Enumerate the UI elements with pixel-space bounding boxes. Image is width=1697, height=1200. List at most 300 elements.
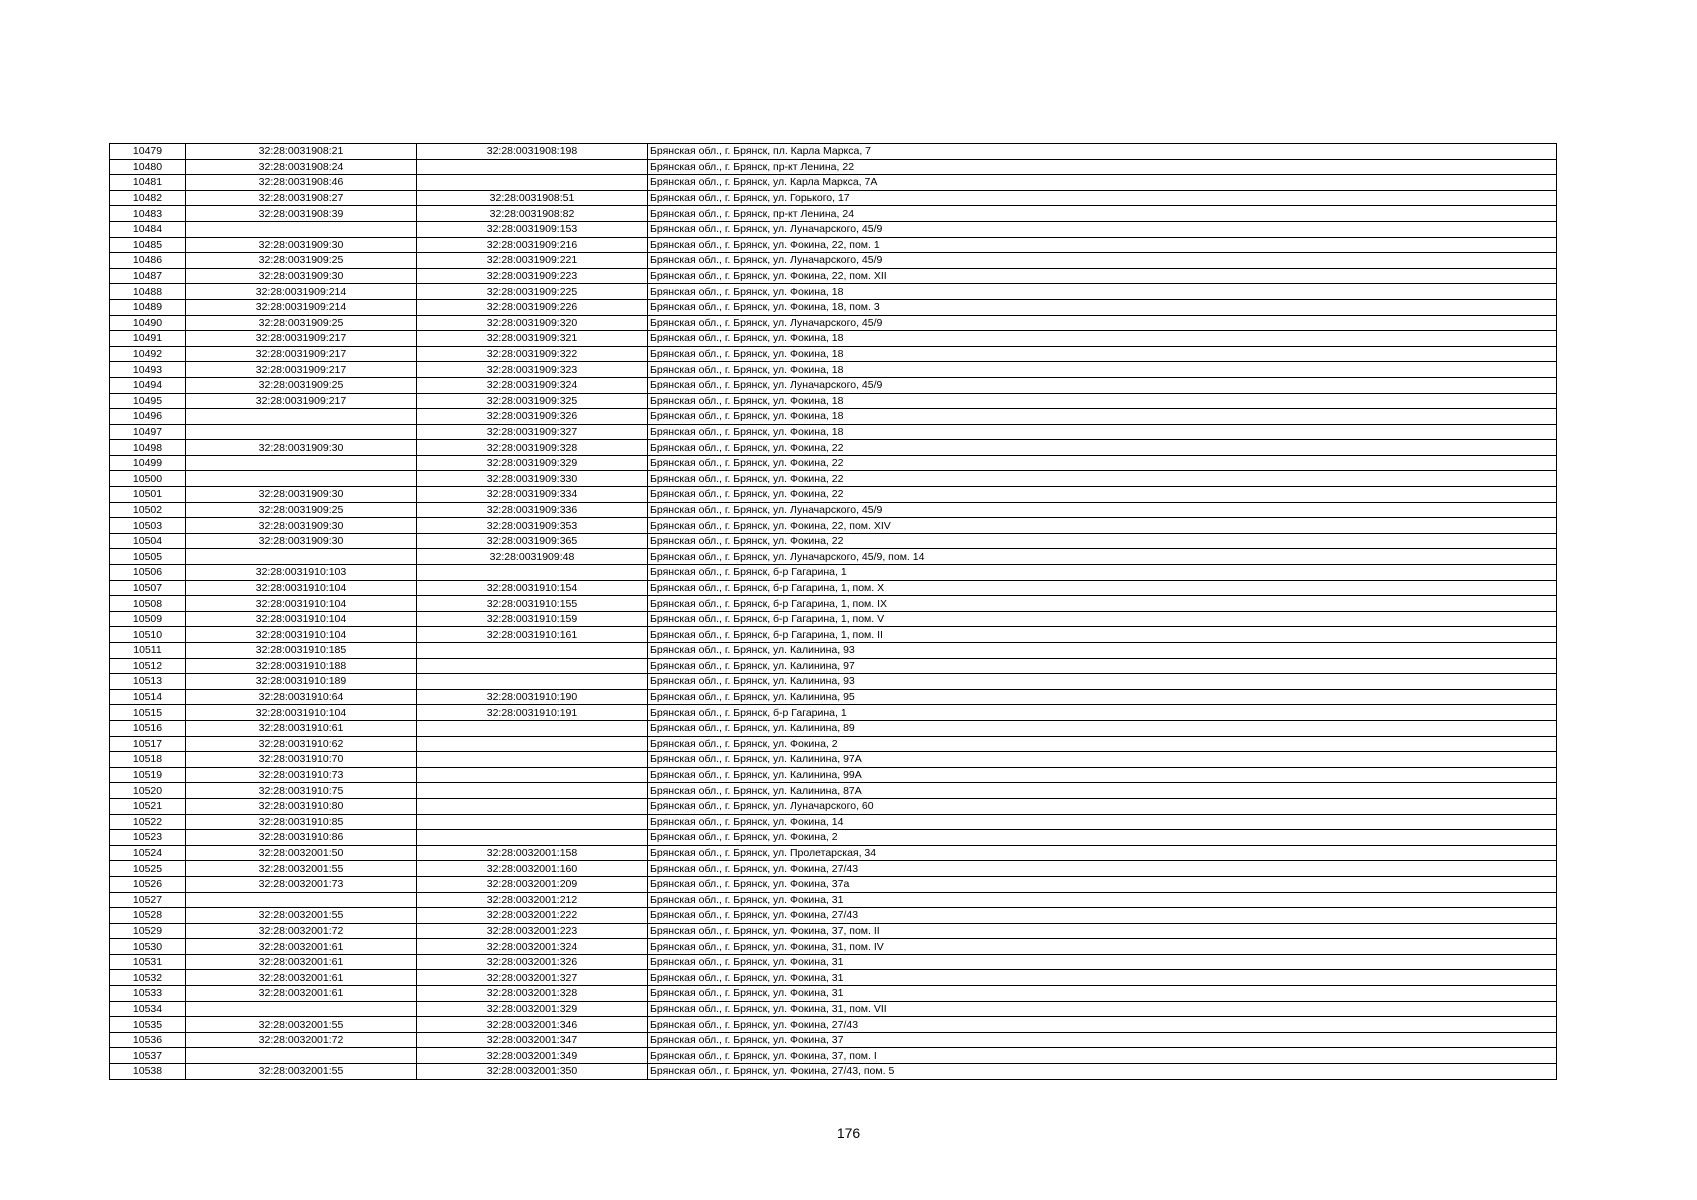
object-cadastral-number-cell <box>417 767 648 783</box>
table-row <box>110 611 1557 627</box>
cadastral-number-cell: 32:28:0031909:30 <box>186 268 417 284</box>
address-cell: Брянская обл., г. Брянск, б-р Гагарина, 1, пом. II <box>648 627 1557 643</box>
address-cell: Брянская обл., г. Брянск, б-р Гагарина, 1 <box>648 565 1557 581</box>
row-number-cell: 10528 <box>110 908 186 924</box>
address-cell: Брянская обл., г. Брянск, ул. Фокина, 18, пом. 3 <box>648 299 1557 315</box>
cadastral-number-cell: 32:28:0031910:75 <box>186 783 417 799</box>
address-cell: Брянская обл., г. Брянск, ул. Фокина, 37, пом. I <box>648 1048 1557 1064</box>
row-number-cell: 10506 <box>110 565 186 581</box>
row-number-cell: 10499 <box>110 455 186 471</box>
registry-table-body <box>110 144 1557 1080</box>
object-cadastral-number-cell: 32:28:0032001:329 <box>417 1001 648 1017</box>
object-cadastral-number-cell: 32:28:0031909:334 <box>417 487 648 503</box>
cadastral-number-cell: 32:28:0031909:30 <box>186 518 417 534</box>
table-row <box>110 767 1557 783</box>
table-row <box>110 580 1557 596</box>
table-row <box>110 315 1557 331</box>
cadastral-number-cell: 32:28:0031910:73 <box>186 767 417 783</box>
row-number-cell: 10530 <box>110 939 186 955</box>
cadastral-number-cell: 32:28:0031910:104 <box>186 596 417 612</box>
address-cell: Брянская обл., г. Брянск, ул. Луначарского, 45/9 <box>648 253 1557 269</box>
address-cell: Брянская обл., г. Брянск, ул. Фокина, 22 <box>648 471 1557 487</box>
object-cadastral-number-cell: 32:28:0031909:365 <box>417 533 648 549</box>
table-row <box>110 471 1557 487</box>
object-cadastral-number-cell: 32:28:0031909:153 <box>417 221 648 237</box>
cadastral-number-cell: 32:28:0031909:214 <box>186 284 417 300</box>
address-cell: Брянская обл., г. Брянск, ул. Луначарского, 45/9 <box>648 315 1557 331</box>
cadastral-number-cell: 32:28:0031908:24 <box>186 159 417 175</box>
table-row <box>110 627 1557 643</box>
address-cell: Брянская обл., г. Брянск, ул. Фокина, 18 <box>648 424 1557 440</box>
table-row <box>110 861 1557 877</box>
table-row <box>110 689 1557 705</box>
row-number-cell: 10520 <box>110 783 186 799</box>
cadastral-number-cell: 32:28:0031909:217 <box>186 331 417 347</box>
object-cadastral-number-cell: 32:28:0031909:226 <box>417 299 648 315</box>
object-cadastral-number-cell: 32:28:0031910:159 <box>417 611 648 627</box>
address-cell: Брянская обл., г. Брянск, ул. Фокина, 22 <box>648 455 1557 471</box>
table-row <box>110 830 1557 846</box>
object-cadastral-number-cell <box>417 643 648 659</box>
row-number-cell: 10491 <box>110 331 186 347</box>
table-row <box>110 221 1557 237</box>
address-cell: Брянская обл., г. Брянск, ул. Фокина, 2 <box>648 736 1557 752</box>
object-cadastral-number-cell: 32:28:0032001:158 <box>417 845 648 861</box>
object-cadastral-number-cell: 32:28:0031909:216 <box>417 237 648 253</box>
cadastral-number-cell: 32:28:0032001:55 <box>186 908 417 924</box>
address-cell: Брянская обл., г. Брянск, ул. Фокина, 31 <box>648 892 1557 908</box>
object-cadastral-number-cell <box>417 752 648 768</box>
cadastral-number-cell <box>186 1001 417 1017</box>
cadastral-number-cell: 32:28:0032001:55 <box>186 861 417 877</box>
table-row <box>110 892 1557 908</box>
row-number-cell: 10485 <box>110 237 186 253</box>
row-number-cell: 10503 <box>110 518 186 534</box>
object-cadastral-number-cell: 32:28:0031909:320 <box>417 315 648 331</box>
table-row <box>110 409 1557 425</box>
address-cell: Брянская обл., г. Брянск, ул. Фокина, 22, пом. 1 <box>648 237 1557 253</box>
cadastral-number-cell: 32:28:0032001:61 <box>186 986 417 1002</box>
address-cell: Брянская обл., г. Брянск, ул. Фокина, 27/43 <box>648 908 1557 924</box>
object-cadastral-number-cell: 32:28:0031908:51 <box>417 190 648 206</box>
table-row <box>110 502 1557 518</box>
cadastral-number-cell: 32:28:0031910:104 <box>186 611 417 627</box>
address-cell: Брянская обл., г. Брянск, ул. Фокина, 22 <box>648 440 1557 456</box>
row-number-cell: 10527 <box>110 892 186 908</box>
object-cadastral-number-cell <box>417 736 648 752</box>
table-row <box>110 939 1557 955</box>
row-number-cell: 10502 <box>110 502 186 518</box>
cadastral-number-cell <box>186 892 417 908</box>
table-row <box>110 596 1557 612</box>
table-row <box>110 908 1557 924</box>
address-cell: Брянская обл., г. Брянск, ул. Карла Маркса, 7А <box>648 175 1557 191</box>
address-cell: Брянская обл., г. Брянск, ул. Фокина, 31 <box>648 970 1557 986</box>
table-row <box>110 190 1557 206</box>
cadastral-number-cell: 32:28:0031908:21 <box>186 144 417 160</box>
table-row <box>110 845 1557 861</box>
address-cell: Брянская обл., г. Брянск, ул. Фокина, 37, пом. II <box>648 923 1557 939</box>
object-cadastral-number-cell: 32:28:0032001:326 <box>417 954 648 970</box>
table-row <box>110 923 1557 939</box>
table-row <box>110 346 1557 362</box>
object-cadastral-number-cell <box>417 658 648 674</box>
table-row <box>110 268 1557 284</box>
object-cadastral-number-cell: 32:28:0032001:222 <box>417 908 648 924</box>
row-number-cell: 10495 <box>110 393 186 409</box>
row-number-cell: 10481 <box>110 175 186 191</box>
cadastral-number-cell: 32:28:0032001:61 <box>186 970 417 986</box>
table-row <box>110 1032 1557 1048</box>
object-cadastral-number-cell: 32:28:0032001:209 <box>417 876 648 892</box>
table-row <box>110 798 1557 814</box>
table-row <box>110 876 1557 892</box>
table-row <box>110 705 1557 721</box>
cadastral-number-cell: 32:28:0031910:80 <box>186 798 417 814</box>
cadastral-number-cell <box>186 409 417 425</box>
object-cadastral-number-cell: 32:28:0032001:160 <box>417 861 648 877</box>
address-cell: Брянская обл., г. Брянск, ул. Фокина, 31, пом. VII <box>648 1001 1557 1017</box>
address-cell: Брянская обл., г. Брянск, ул. Калинина, 95 <box>648 689 1557 705</box>
cadastral-number-cell: 32:28:0031910:85 <box>186 814 417 830</box>
table-row <box>110 175 1557 191</box>
cadastral-number-cell: 32:28:0032001:72 <box>186 1032 417 1048</box>
row-number-cell: 10487 <box>110 268 186 284</box>
address-cell: Брянская обл., г. Брянск, ул. Фокина, 22, пом. XII <box>648 268 1557 284</box>
address-cell: Брянская обл., г. Брянск, ул. Луначарского, 45/9, пом. 14 <box>648 549 1557 565</box>
address-cell: Брянская обл., г. Брянск, ул. Фокина, 18 <box>648 284 1557 300</box>
table-row <box>110 284 1557 300</box>
address-cell: Брянская обл., г. Брянск, ул. Горького, 17 <box>648 190 1557 206</box>
object-cadastral-number-cell: 32:28:0032001:346 <box>417 1017 648 1033</box>
object-cadastral-number-cell <box>417 175 648 191</box>
cadastral-number-cell: 32:28:0031909:30 <box>186 487 417 503</box>
object-cadastral-number-cell: 32:28:0032001:328 <box>417 986 648 1002</box>
cadastral-number-cell: 32:28:0031910:86 <box>186 830 417 846</box>
address-cell: Брянская обл., г. Брянск, б-р Гагарина, 1, пом. IX <box>648 596 1557 612</box>
address-cell: Брянская обл., г. Брянск, ул. Фокина, 31 <box>648 954 1557 970</box>
cadastral-number-cell: 32:28:0031910:104 <box>186 627 417 643</box>
address-cell: Брянская обл., г. Брянск, ул. Калинина, 93 <box>648 674 1557 690</box>
address-cell: Брянская обл., г. Брянск, пр-кт Ленина, 24 <box>648 206 1557 222</box>
cadastral-number-cell: 32:28:0031909:25 <box>186 253 417 269</box>
address-cell: Брянская обл., г. Брянск, б-р Гагарина, 1 <box>648 705 1557 721</box>
object-cadastral-number-cell: 32:28:0031909:324 <box>417 377 648 393</box>
cadastral-number-cell: 32:28:0031910:62 <box>186 736 417 752</box>
row-number-cell: 10501 <box>110 487 186 503</box>
row-number-cell: 10522 <box>110 814 186 830</box>
address-cell: Брянская обл., г. Брянск, ул. Калинина, 97А <box>648 752 1557 768</box>
object-cadastral-number-cell: 32:28:0031910:154 <box>417 580 648 596</box>
object-cadastral-number-cell: 32:28:0031909:325 <box>417 393 648 409</box>
cadastral-number-cell: 32:28:0031909:217 <box>186 393 417 409</box>
address-cell: Брянская обл., г. Брянск, ул. Калинина, 93 <box>648 643 1557 659</box>
table-row <box>110 752 1557 768</box>
table-row <box>110 1048 1557 1064</box>
cadastral-number-cell: 32:28:0032001:50 <box>186 845 417 861</box>
cadastral-number-cell: 32:28:0031909:217 <box>186 362 417 378</box>
address-cell: Брянская обл., г. Брянск, ул. Фокина, 2 <box>648 830 1557 846</box>
address-cell: Брянская обл., г. Брянск, ул. Луначарского, 45/9 <box>648 377 1557 393</box>
table-row <box>110 533 1557 549</box>
object-cadastral-number-cell: 32:28:0031909:223 <box>417 268 648 284</box>
registry-table <box>109 143 1557 1080</box>
row-number-cell: 10494 <box>110 377 186 393</box>
address-cell: Брянская обл., г. Брянск, ул. Фокина, 37 <box>648 1032 1557 1048</box>
row-number-cell: 10482 <box>110 190 186 206</box>
row-number-cell: 10489 <box>110 299 186 315</box>
cadastral-number-cell: 32:28:0032001:72 <box>186 923 417 939</box>
cadastral-number-cell: 32:28:0031910:188 <box>186 658 417 674</box>
cadastral-number-cell: 32:28:0032001:73 <box>186 876 417 892</box>
object-cadastral-number-cell <box>417 674 648 690</box>
object-cadastral-number-cell: 32:28:0032001:349 <box>417 1048 648 1064</box>
row-number-cell: 10512 <box>110 658 186 674</box>
address-cell: Брянская обл., г. Брянск, б-р Гагарина, 1, пом. X <box>648 580 1557 596</box>
row-number-cell: 10531 <box>110 954 186 970</box>
row-number-cell: 10493 <box>110 362 186 378</box>
row-number-cell: 10536 <box>110 1032 186 1048</box>
row-number-cell: 10490 <box>110 315 186 331</box>
object-cadastral-number-cell: 32:28:0031910:190 <box>417 689 648 705</box>
cadastral-number-cell <box>186 549 417 565</box>
cadastral-number-cell: 32:28:0031909:25 <box>186 377 417 393</box>
row-number-cell: 10505 <box>110 549 186 565</box>
object-cadastral-number-cell: 32:28:0031909:321 <box>417 331 648 347</box>
table-row <box>110 253 1557 269</box>
object-cadastral-number-cell <box>417 565 648 581</box>
table-row <box>110 1017 1557 1033</box>
object-cadastral-number-cell: 32:28:0031909:330 <box>417 471 648 487</box>
cadastral-number-cell: 32:28:0031910:104 <box>186 580 417 596</box>
address-cell: Брянская обл., г. Брянск, ул. Фокина, 22 <box>648 533 1557 549</box>
row-number-cell: 10537 <box>110 1048 186 1064</box>
cadastral-number-cell: 32:28:0031909:25 <box>186 315 417 331</box>
table-row <box>110 565 1557 581</box>
table-row <box>110 362 1557 378</box>
row-number-cell: 10516 <box>110 720 186 736</box>
object-cadastral-number-cell: 32:28:0031909:326 <box>417 409 648 425</box>
row-number-cell: 10479 <box>110 144 186 160</box>
table-row <box>110 549 1557 565</box>
table-row <box>110 206 1557 222</box>
address-cell: Брянская обл., г. Брянск, ул. Луначарского, 45/9 <box>648 221 1557 237</box>
row-number-cell: 10504 <box>110 533 186 549</box>
cadastral-number-cell: 32:28:0031909:214 <box>186 299 417 315</box>
row-number-cell: 10533 <box>110 986 186 1002</box>
address-cell: Брянская обл., г. Брянск, ул. Фокина, 22, пом. XIV <box>648 518 1557 534</box>
table-row <box>110 1064 1557 1080</box>
row-number-cell: 10524 <box>110 845 186 861</box>
cadastral-number-cell: 32:28:0031910:61 <box>186 720 417 736</box>
cadastral-number-cell: 32:28:0031910:189 <box>186 674 417 690</box>
row-number-cell: 10508 <box>110 596 186 612</box>
object-cadastral-number-cell: 32:28:0031908:198 <box>417 144 648 160</box>
object-cadastral-number-cell <box>417 814 648 830</box>
object-cadastral-number-cell <box>417 720 648 736</box>
row-number-cell: 10509 <box>110 611 186 627</box>
table-row <box>110 393 1557 409</box>
table-row <box>110 440 1557 456</box>
cadastral-number-cell: 32:28:0031910:104 <box>186 705 417 721</box>
address-cell: Брянская обл., г. Брянск, ул. Калинина, 99А <box>648 767 1557 783</box>
row-number-cell: 10497 <box>110 424 186 440</box>
address-cell: Брянская обл., г. Брянск, ул. Фокина, 37а <box>648 876 1557 892</box>
cadastral-number-cell <box>186 424 417 440</box>
row-number-cell: 10517 <box>110 736 186 752</box>
row-number-cell: 10480 <box>110 159 186 175</box>
table-row <box>110 144 1557 160</box>
object-cadastral-number-cell: 32:28:0031909:329 <box>417 455 648 471</box>
object-cadastral-number-cell: 32:28:0031909:327 <box>417 424 648 440</box>
address-cell: Брянская обл., г. Брянск, ул. Калинина, 87А <box>648 783 1557 799</box>
table-row <box>110 643 1557 659</box>
row-number-cell: 10492 <box>110 346 186 362</box>
cadastral-number-cell: 32:28:0031910:103 <box>186 565 417 581</box>
table-row <box>110 299 1557 315</box>
object-cadastral-number-cell: 32:28:0032001:223 <box>417 923 648 939</box>
row-number-cell: 10510 <box>110 627 186 643</box>
address-cell: Брянская обл., г. Брянск, ул. Пролетарская, 34 <box>648 845 1557 861</box>
cadastral-number-cell: 32:28:0032001:55 <box>186 1017 417 1033</box>
cadastral-number-cell <box>186 455 417 471</box>
row-number-cell: 10486 <box>110 253 186 269</box>
table-row <box>110 720 1557 736</box>
object-cadastral-number-cell: 32:28:0031909:322 <box>417 346 648 362</box>
row-number-cell: 10534 <box>110 1001 186 1017</box>
cadastral-number-cell: 32:28:0031910:70 <box>186 752 417 768</box>
cadastral-number-cell <box>186 471 417 487</box>
cadastral-number-cell: 32:28:0031908:46 <box>186 175 417 191</box>
address-cell: Брянская обл., г. Брянск, ул. Калинина, 89 <box>648 720 1557 736</box>
table-row <box>110 674 1557 690</box>
table-row <box>110 518 1557 534</box>
object-cadastral-number-cell: 32:28:0031909:323 <box>417 362 648 378</box>
row-number-cell: 10529 <box>110 923 186 939</box>
object-cadastral-number-cell: 32:28:0031909:328 <box>417 440 648 456</box>
cadastral-number-cell: 32:28:0032001:55 <box>186 1064 417 1080</box>
row-number-cell: 10532 <box>110 970 186 986</box>
cadastral-number-cell <box>186 221 417 237</box>
address-cell: Брянская обл., г. Брянск, ул. Луначарского, 60 <box>648 798 1557 814</box>
cadastral-number-cell: 32:28:0031909:25 <box>186 502 417 518</box>
table-row <box>110 986 1557 1002</box>
object-cadastral-number-cell: 32:28:0032001:324 <box>417 939 648 955</box>
object-cadastral-number-cell: 32:28:0031909:48 <box>417 549 648 565</box>
object-cadastral-number-cell: 32:28:0032001:327 <box>417 970 648 986</box>
address-cell: Брянская обл., г. Брянск, б-р Гагарина, 1, пом. V <box>648 611 1557 627</box>
row-number-cell: 10511 <box>110 643 186 659</box>
cadastral-number-cell <box>186 1048 417 1064</box>
table-row <box>110 658 1557 674</box>
object-cadastral-number-cell: 32:28:0031910:161 <box>417 627 648 643</box>
table-row <box>110 237 1557 253</box>
page-number: 176 <box>836 1125 861 1141</box>
table-row <box>110 954 1557 970</box>
object-cadastral-number-cell: 32:28:0031909:225 <box>417 284 648 300</box>
table-row <box>110 736 1557 752</box>
address-cell: Брянская обл., г. Брянск, ул. Фокина, 18 <box>648 393 1557 409</box>
object-cadastral-number-cell <box>417 798 648 814</box>
table-row <box>110 1001 1557 1017</box>
table-row <box>110 814 1557 830</box>
address-cell: Брянская обл., г. Брянск, ул. Фокина, 31, пом. IV <box>648 939 1557 955</box>
cadastral-number-cell: 32:28:0031908:27 <box>186 190 417 206</box>
object-cadastral-number-cell: 32:28:0031908:82 <box>417 206 648 222</box>
cadastral-number-cell: 32:28:0032001:61 <box>186 954 417 970</box>
address-cell: Брянская обл., г. Брянск, ул. Калинина, 97 <box>648 658 1557 674</box>
cadastral-number-cell: 32:28:0031908:39 <box>186 206 417 222</box>
address-cell: Брянская обл., г. Брянск, ул. Фокина, 27/43, пом. 5 <box>648 1064 1557 1080</box>
table-row <box>110 970 1557 986</box>
row-number-cell: 10488 <box>110 284 186 300</box>
row-number-cell: 10484 <box>110 221 186 237</box>
object-cadastral-number-cell <box>417 783 648 799</box>
cadastral-number-cell: 32:28:0031909:30 <box>186 533 417 549</box>
address-cell: Брянская обл., г. Брянск, ул. Фокина, 18 <box>648 362 1557 378</box>
address-cell: Брянская обл., г. Брянск, ул. Фокина, 14 <box>648 814 1557 830</box>
row-number-cell: 10521 <box>110 798 186 814</box>
object-cadastral-number-cell <box>417 830 648 846</box>
cadastral-number-cell: 32:28:0031909:30 <box>186 237 417 253</box>
address-cell: Брянская обл., г. Брянск, пр-кт Ленина, 22 <box>648 159 1557 175</box>
address-cell: Брянская обл., г. Брянск, пл. Карла Маркса, 7 <box>648 144 1557 160</box>
row-number-cell: 10515 <box>110 705 186 721</box>
row-number-cell: 10525 <box>110 861 186 877</box>
object-cadastral-number-cell: 32:28:0031909:353 <box>417 518 648 534</box>
row-number-cell: 10526 <box>110 876 186 892</box>
address-cell: Брянская обл., г. Брянск, ул. Фокина, 18 <box>648 346 1557 362</box>
object-cadastral-number-cell: 32:28:0031910:191 <box>417 705 648 721</box>
row-number-cell: 10498 <box>110 440 186 456</box>
row-number-cell: 10514 <box>110 689 186 705</box>
object-cadastral-number-cell: 32:28:0032001:350 <box>417 1064 648 1080</box>
object-cadastral-number-cell: 32:28:0032001:347 <box>417 1032 648 1048</box>
row-number-cell: 10496 <box>110 409 186 425</box>
table-row <box>110 783 1557 799</box>
address-cell: Брянская обл., г. Брянск, ул. Фокина, 27/43 <box>648 861 1557 877</box>
table-row <box>110 424 1557 440</box>
cadastral-number-cell: 32:28:0032001:61 <box>186 939 417 955</box>
row-number-cell: 10483 <box>110 206 186 222</box>
address-cell: Брянская обл., г. Брянск, ул. Фокина, 31 <box>648 986 1557 1002</box>
row-number-cell: 10513 <box>110 674 186 690</box>
table-row <box>110 377 1557 393</box>
row-number-cell: 10523 <box>110 830 186 846</box>
row-number-cell: 10518 <box>110 752 186 768</box>
table-row <box>110 331 1557 347</box>
address-cell: Брянская обл., г. Брянск, ул. Луначарского, 45/9 <box>648 502 1557 518</box>
address-cell: Брянская обл., г. Брянск, ул. Фокина, 27/43 <box>648 1017 1557 1033</box>
row-number-cell: 10500 <box>110 471 186 487</box>
cadastral-number-cell: 32:28:0031910:185 <box>186 643 417 659</box>
object-cadastral-number-cell: 32:28:0031910:155 <box>417 596 648 612</box>
table-row <box>110 455 1557 471</box>
address-cell: Брянская обл., г. Брянск, ул. Фокина, 18 <box>648 409 1557 425</box>
cadastral-number-cell: 32:28:0031909:217 <box>186 346 417 362</box>
table-row <box>110 487 1557 503</box>
object-cadastral-number-cell: 32:28:0031909:221 <box>417 253 648 269</box>
table-row <box>110 159 1557 175</box>
object-cadastral-number-cell: 32:28:0031909:336 <box>417 502 648 518</box>
address-cell: Брянская обл., г. Брянск, ул. Фокина, 18 <box>648 331 1557 347</box>
row-number-cell: 10507 <box>110 580 186 596</box>
cadastral-number-cell: 32:28:0031909:30 <box>186 440 417 456</box>
row-number-cell: 10519 <box>110 767 186 783</box>
row-number-cell: 10538 <box>110 1064 186 1080</box>
object-cadastral-number-cell <box>417 159 648 175</box>
address-cell: Брянская обл., г. Брянск, ул. Фокина, 22 <box>648 487 1557 503</box>
